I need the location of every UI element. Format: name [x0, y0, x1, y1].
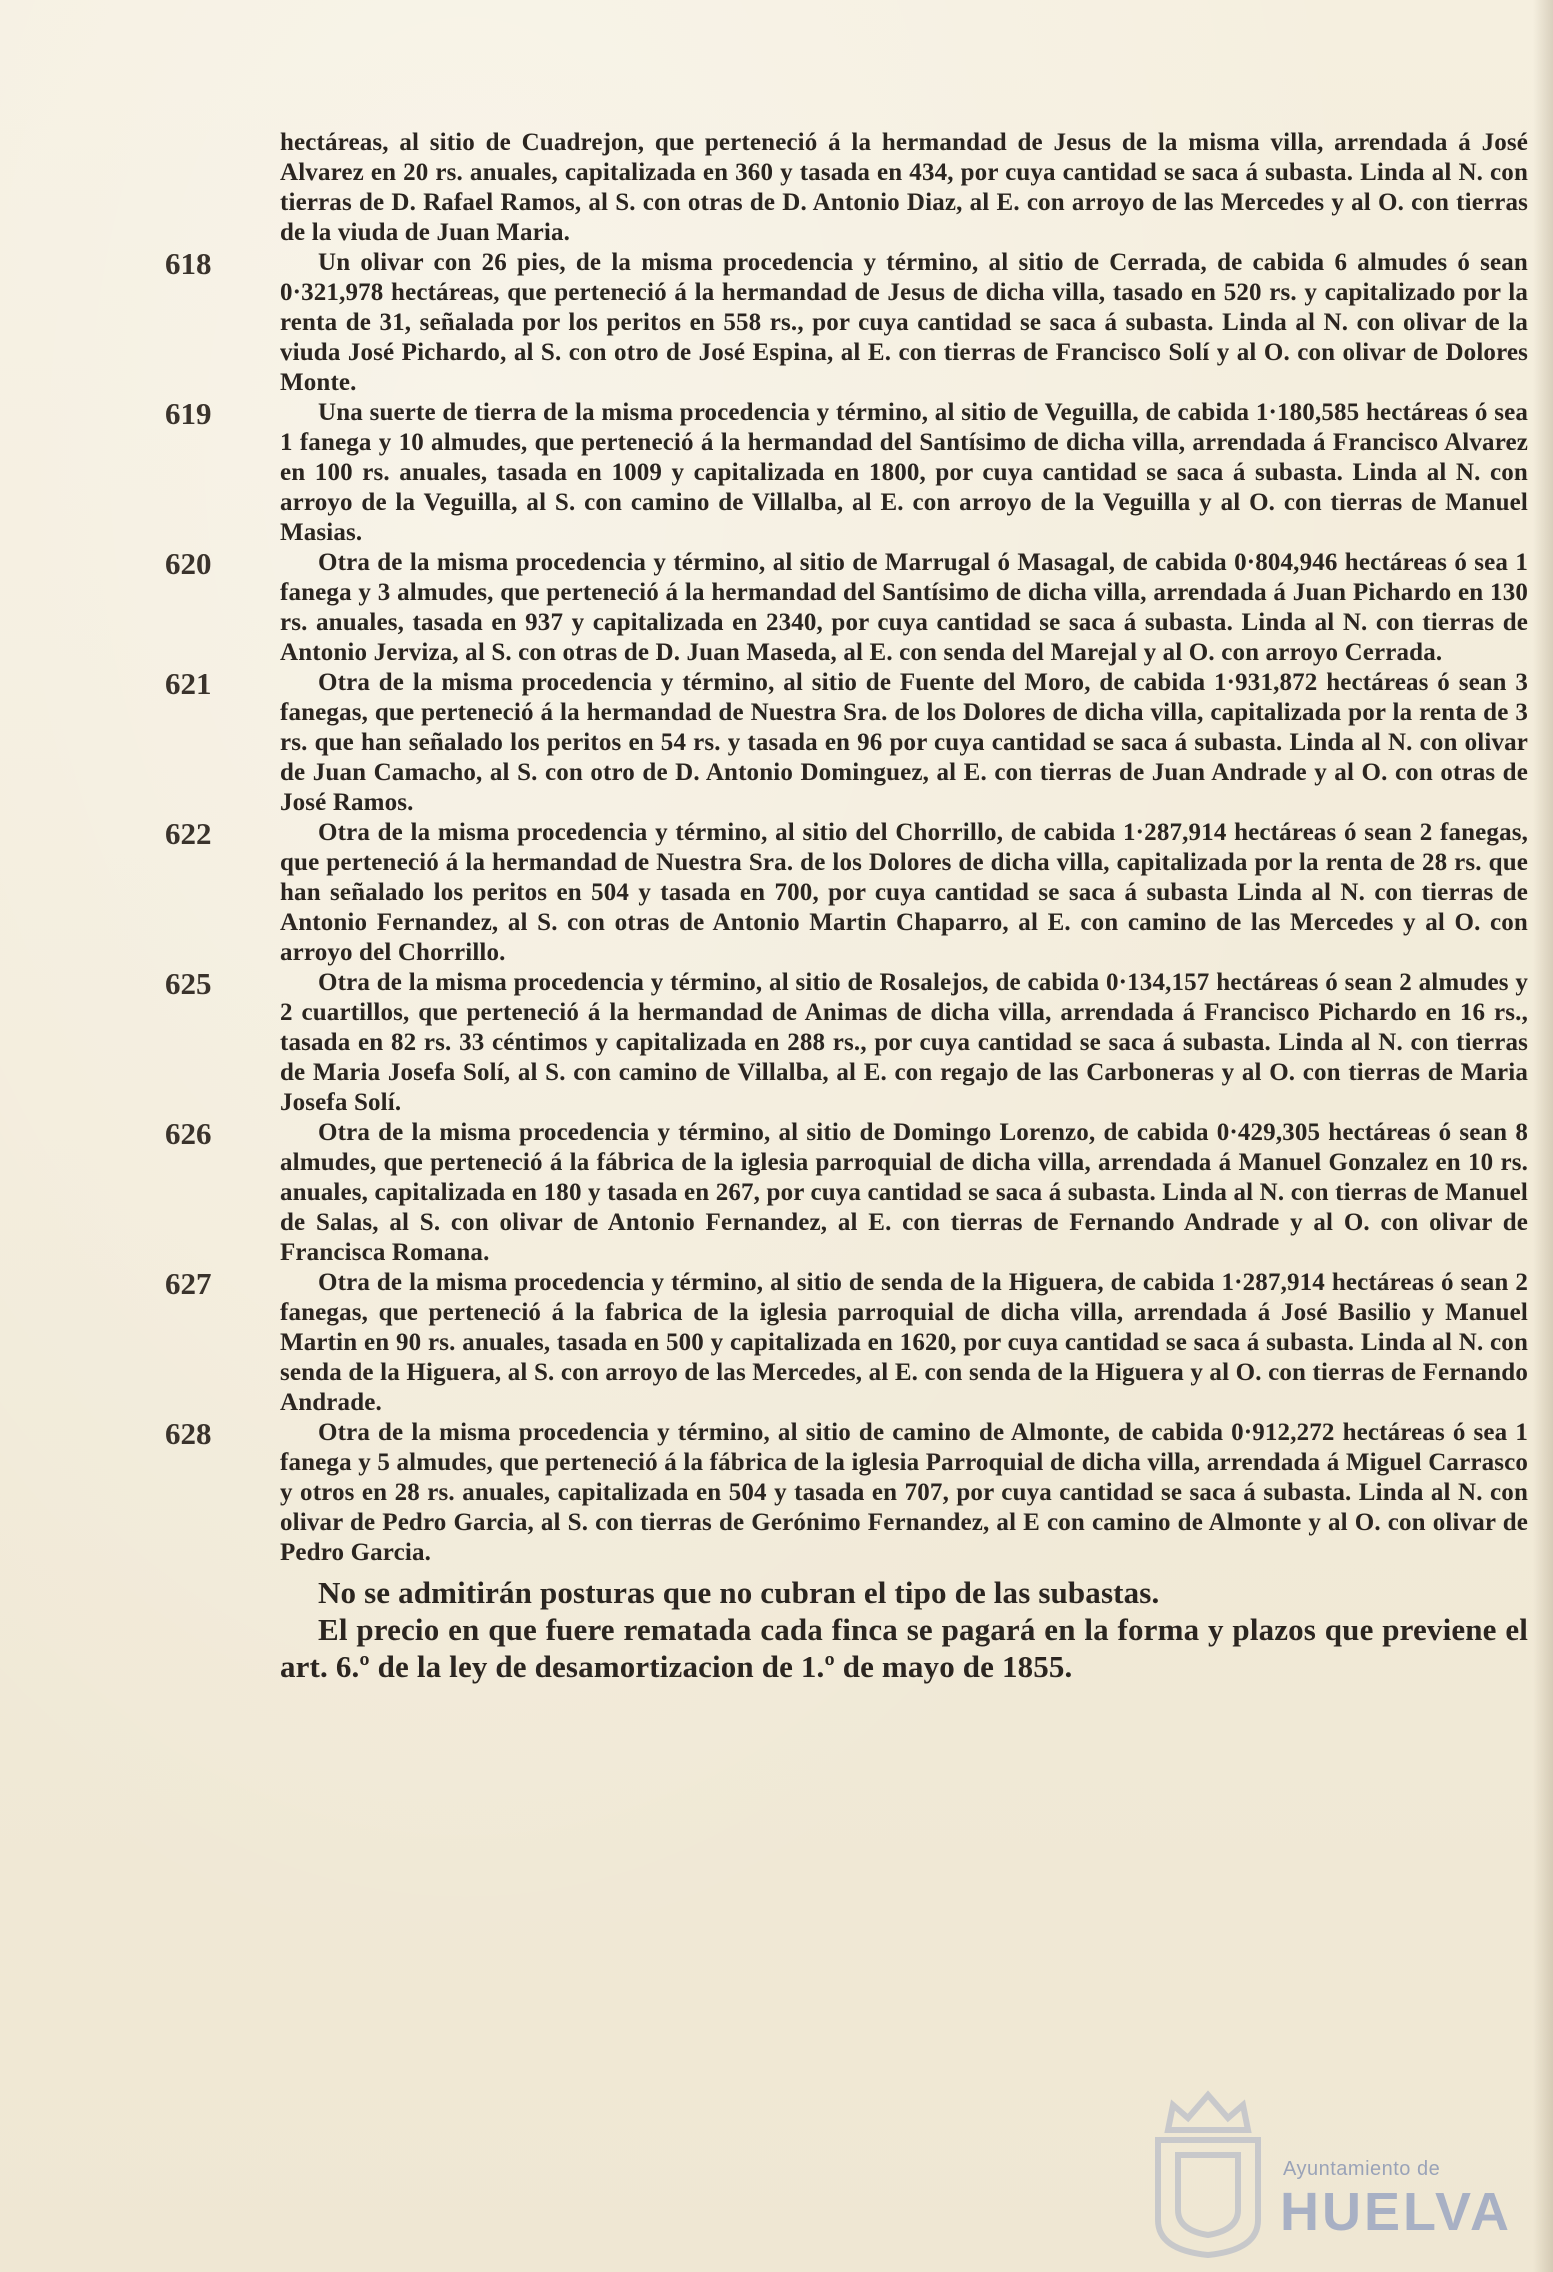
entry-number: 625 [165, 966, 212, 1001]
entry-622 [165, 816, 1528, 968]
entry-628 [165, 1416, 1528, 1568]
entry-number: 621 [165, 666, 212, 701]
entry-text: Otra de la misma procedencia y término, al sitio del Chorrillo, de cabida 1·287,914 hectáreas ó sean 2 fanegas, que perteneció á la hermandad de Nuestra Sra. de los Dolores de dicha villa, capitalizada por la renta de 28 rs. que han señalado los peritos en 504 y tasada en 700, por cuya cantidad se saca á subasta Linda al N. con tierras de Antonio Fernandez, al S. con otras de Antonio Martin Chaparro, al E. con camino de las Mercedes y al O. con arroyo del Chorrillo. [280, 819, 1528, 966]
watermark-city: HUELVA [1280, 2182, 1512, 2242]
entry-text: Un olivar con 26 pies, de la misma procedencia y término, al sitio de Cerrada, de cabida 6 almudes ó sean 0·321,978 hectáreas, que perteneció á la hermandad de Jesus de dicha villa, tasado en 520 rs. y capitalizado por la renta de 31, señalada por los peritos en 558 rs., por cuya cantidad se saca á subasta. Linda al N. con olivar de la viuda José Pichardo, al S. con otro de José Espina, al E. con tierras de Francisco Solí y al O. con olivar de Dolores Monte. [280, 249, 1528, 396]
entry-number: 628 [165, 1416, 212, 1451]
watermark-line1: Ayuntamiento de [1283, 2158, 1441, 2180]
entry-number: 618 [165, 246, 212, 281]
entry-626 [165, 1116, 1528, 1268]
entry-text: Una suerte de tierra de la misma procedencia y término, al sitio de Veguilla, de cabida 1·180,585 hectáreas ó sea 1 fanega y 10 almudes, que perteneció á la hermandad del Santísimo de dicha villa, arrendada á Francisco Alvarez en 100 rs. anuales, tasada en 1009 y capitalizada en 1800, por cuya cantidad se saca á subasta. Linda al N. con arroyo de la Veguilla, al S. con camino de Villalba, al E. con arroyo de la Veguilla y al O. con tierras de Manuel Masias. [280, 399, 1528, 546]
closing-notice [280, 1574, 1528, 1685]
entry-text: Otra de la misma procedencia y término, al sitio de Rosalejos, de cabida 0·134,157 hectáreas ó sean 2 almudes y 2 cuartillos, que perteneció á la hermandad de Animas de dicha villa, arrendada á Francisco Pichardo en 16 rs., tasada en 82 rs. 33 céntimos y capitalizada en 288 rs., por cuya cantidad se saca á subasta. Linda al N. con tierras de Maria Josefa Solí, al S. con camino de Villalba, al E. con regajo de las Carboneras y al O. con tierras de Maria Josefa Solí. [280, 969, 1528, 1116]
entry-625 [165, 966, 1528, 1118]
entry-number: 619 [165, 396, 212, 431]
entry-text: hectáreas, al sitio de Cuadrejon, que perteneció á la hermandad de Jesus de la misma villa, arrendada á José Alvarez en 20 rs. anuales, capitalizada en 360 y tasada en 434, por cuya cantidad se saca á subasta. Linda al N. con tierras de D. Rafael Ramos, al S. con otras de D. Antonio Diaz, al E. con arroyo de las Mercedes y al O. con tierras de la viuda de Juan Maria. [280, 129, 1528, 246]
entry-619 [165, 396, 1528, 548]
entry-620 [165, 546, 1528, 668]
page-fold-shadow [1533, 0, 1553, 2272]
entry-text: Otra de la misma procedencia y término, al sitio de Domingo Lorenzo, de cabida 0·429,305 hectáreas ó sean 8 almudes, que perteneció á la fábrica de la iglesia parroquial de dicha villa, arrendada á Manuel Gonzalez en 10 rs. anuales, capitalizada en 180 y tasada en 267, por cuya cantidad se saca á subasta. Linda al N. con tierras de Manuel de Salas, al S. con olivar de Antonio Fernandez, al E. con tierras de Fernando Andrade y al O. con olivar de Francisca Romana. [280, 1119, 1528, 1266]
entry-number: 622 [165, 816, 212, 851]
entry-621 [165, 666, 1528, 818]
entry-continuation [280, 128, 1528, 248]
entry-text: Otra de la misma procedencia y término, al sitio de Fuente del Moro, de cabida 1·931,872 hectáreas ó sean 3 fanegas, que perteneció á la hermandad de Nuestra Sra. de los Dolores de dicha villa, capitalizada por la renta de 3 rs. que han señalado los peritos en 54 rs. y tasada en 96 por cuya cantidad se saca á subasta. Linda al N. con olivar de Juan Camacho, al S. con otro de D. Antonio Dominguez, al E. con tierras de Juan Andrade y al O. con otras de José Ramos. [280, 669, 1528, 816]
entry-number: 620 [165, 546, 212, 581]
entry-627 [165, 1266, 1528, 1418]
entry-number: 626 [165, 1116, 212, 1151]
closing-line: El precio en que fuere rematada cada finca se pagará en la forma y plazos que previene el art. 6.º de la ley de desamortizacion de 1.º de mayo de 1855. [280, 1612, 1528, 1684]
entry-text: Otra de la misma procedencia y término, al sitio de camino de Almonte, de cabida 0·912,272 hectáreas ó sea 1 fanega y 5 almudes, que perteneció á la fábrica de la iglesia Parroquial de dicha villa, arrendada á Miguel Carrasco y otros en 28 rs. anuales, capitalizada en 504 y tasada en 707, por cuya cantidad se saca á subasta. Linda al N. con olivar de Pedro Garcia, al S. con tierras de Gerónimo Fernandez, al E con camino de Almonte y al O. con olivar de Pedro Garcia. [280, 1419, 1528, 1566]
entry-text: Otra de la misma procedencia y término, al sitio de senda de la Higuera, de cabida 1·287,914 hectáreas ó sean 2 fanegas, que perteneció á la fabrica de la iglesia parroquial de dicha villa, arrendada á José Basilio y Manuel Martin en 90 rs. anuales, tasada en 500 y capitalizada en 1620, por cuya cantidad se saca á subasta. Linda al N. con senda de la Higuera, al S. con arroyo de las Mercedes, al E. con senda de la Higuera y al O. con tierras de Fernando Andrade. [280, 1269, 1528, 1416]
entry-618 [165, 246, 1528, 398]
auction-entries [165, 128, 1528, 1685]
entry-text: Otra de la misma procedencia y término, al sitio de Marrugal ó Masagal, de cabida 0·804,946 hectáreas ó sea 1 fanega y 3 almudes, que perteneció á la hermandad del Santísimo de dicha villa, arrendada á Juan Pichardo en 130 rs. anuales, tasada en 937 y capitalizada en 2340, por cuya cantidad se saca á subasta. Linda al N. con tierras de Antonio Jerviza, al S. con otras de D. Juan Maseda, al E. con senda del Marejal y al O. con arroyo Cerrada. [280, 549, 1528, 666]
closing-line: No se admitirán posturas que no cubran el tipo de las subastas. [318, 1575, 1160, 1610]
entry-number: 627 [165, 1266, 212, 1301]
